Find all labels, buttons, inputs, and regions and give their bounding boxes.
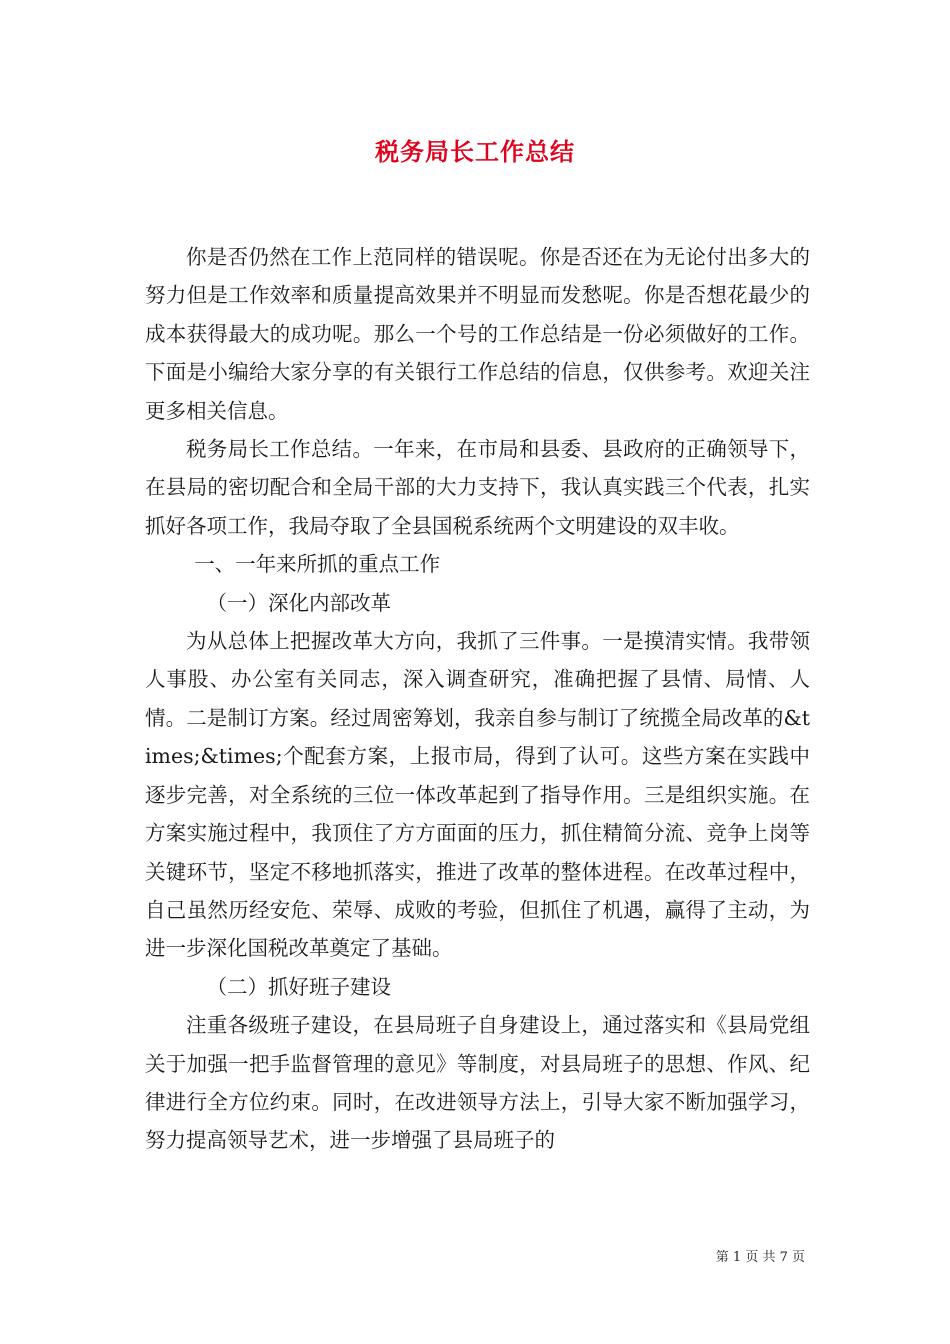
page-number: 第 1 页 共 7 页: [715, 1250, 805, 1265]
reform-paragraph: 为从总体上把握改革大方向，我抓了三件事。一是摸清实情。我带领人事股、办公室有关同志，深入调查研究，准确把握了县情、局情、人情。二是制订方案。经过周密筹划，我亲自参与制订了统揽全局改革的&times;&times;个配套方案，上报市局，得到了认可。这些方案在实践中逐步完善，对全系统的三位一体改革起到了指导作用。三是组织实施。在方案实施过程中，我顶住了方方面面的压力，抓住精简分流、竞争上岗等关键环节，坚定不移地抓落实，推进了改革的整体进程。在改革过程中，自己虽然历经安危、荣辱、成败的考验，但抓住了机遇，赢得了主动，为进一步深化国税改革奠定了基础。: [145, 629, 810, 961]
document-body: [145, 238, 810, 1160]
page-title: 税务局长工作总结: [375, 137, 575, 166]
subsection-heading: （二）抓好班子建设: [206, 974, 391, 999]
subsection-heading: （一）深化内部改革: [206, 590, 391, 615]
section-heading: 一、一年来所抓的重点工作: [194, 552, 441, 577]
intro-paragraph: 你是否仍然在工作上范同样的错误呢。你是否还在为无论付出多大的努力但是工作效率和质量提高效果并不明显而发愁呢。你是否想花最少的成本获得最大的成功呢。那么一个号的工作总结是一份必须做好的工作。下面是小编给大家分享的有关银行工作总结的信息，仅供参考。欢迎关注更多相关信息。: [145, 245, 810, 423]
summary-paragraph: 税务局长工作总结。一年来，在市局和县委、县政府的正确领导下，在县局的密切配合和全局干部的大力支持下，我认真实践三个代表，扎实抓好各项工作，我局夺取了全县国税系统两个文明建设的双丰收。: [145, 437, 810, 538]
team-building-paragraph: 注重各级班子建设，在县局班子自身建设上，通过落实和《县局党组关于加强一把手监督管理的意见》等制度，对县局班子的思想、作风、纪律进行全方位约束。同时，在改进领导方法上，引导大家不断加强学习，努力提高领导艺术，进一步增强了县局班子的: [145, 1013, 810, 1153]
